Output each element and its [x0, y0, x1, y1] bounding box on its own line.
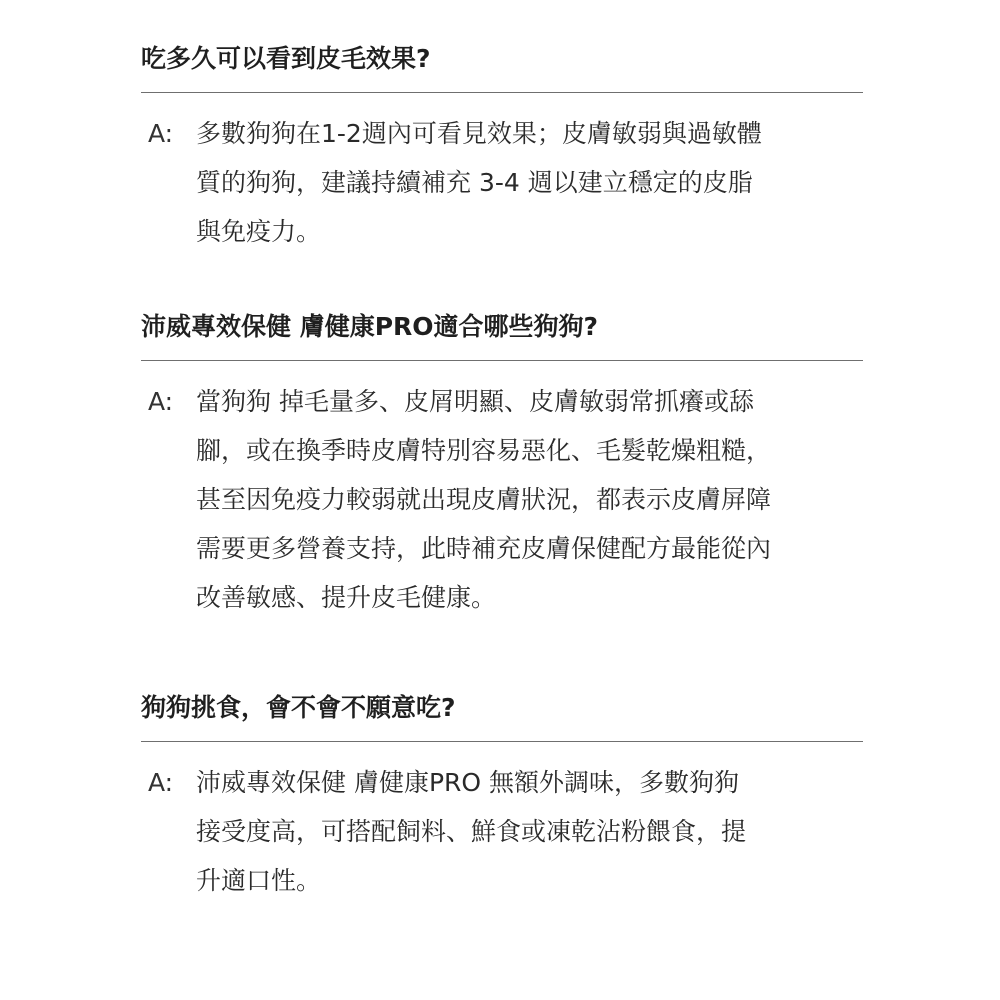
faq-answer — [138, 758, 863, 905]
faq-answer — [138, 109, 863, 256]
answer-line: 沛威專效保健 膚健康PRO 無額外調味，多數狗狗 — [196, 768, 740, 797]
answer-prefix: A: — [148, 387, 174, 416]
answer-line: 與免疫力。 — [196, 217, 322, 246]
faq-item — [138, 309, 863, 622]
answer-line: 腳，或在換季時皮膚特別容易惡化、毛髮乾燥粗糙， — [196, 436, 772, 465]
answer-line: 需要更多營養支持，此時補充皮膚保健配方最能從內 — [196, 534, 772, 563]
faq-question: 吃多久可以看到皮毛效果? — [141, 41, 863, 93]
faq-item — [138, 41, 863, 256]
faq-item — [138, 690, 863, 905]
answer-line: 多數狗狗在1-2週內可看見效果；皮膚敏弱與過敏體 — [196, 119, 762, 148]
faq-answer — [138, 377, 863, 622]
answer-line: 甚至因免疫力較弱就出現皮膚狀況，都表示皮膚屏障 — [196, 485, 772, 514]
answer-prefix: A: — [148, 119, 174, 148]
answer-line: 當狗狗 掉毛量多、皮屑明顯、皮膚敏弱常抓癢或舔 — [196, 387, 754, 416]
answer-line: 升適口性。 — [196, 866, 322, 895]
answer-prefix: A: — [148, 768, 174, 797]
faq-question: 狗狗挑食，會不會不願意吃? — [141, 690, 863, 742]
answer-line: 接受度高，可搭配飼料、鮮食或凍乾沾粉餵食，提 — [196, 817, 747, 846]
faq-question: 沛威專效保健 膚健康PRO適合哪些狗狗? — [141, 309, 863, 361]
answer-line: 質的狗狗，建議持續補充 3-4 週以建立穩定的皮脂 — [196, 168, 753, 197]
answer-line: 改善敏感、提升皮毛健康。 — [196, 583, 497, 612]
